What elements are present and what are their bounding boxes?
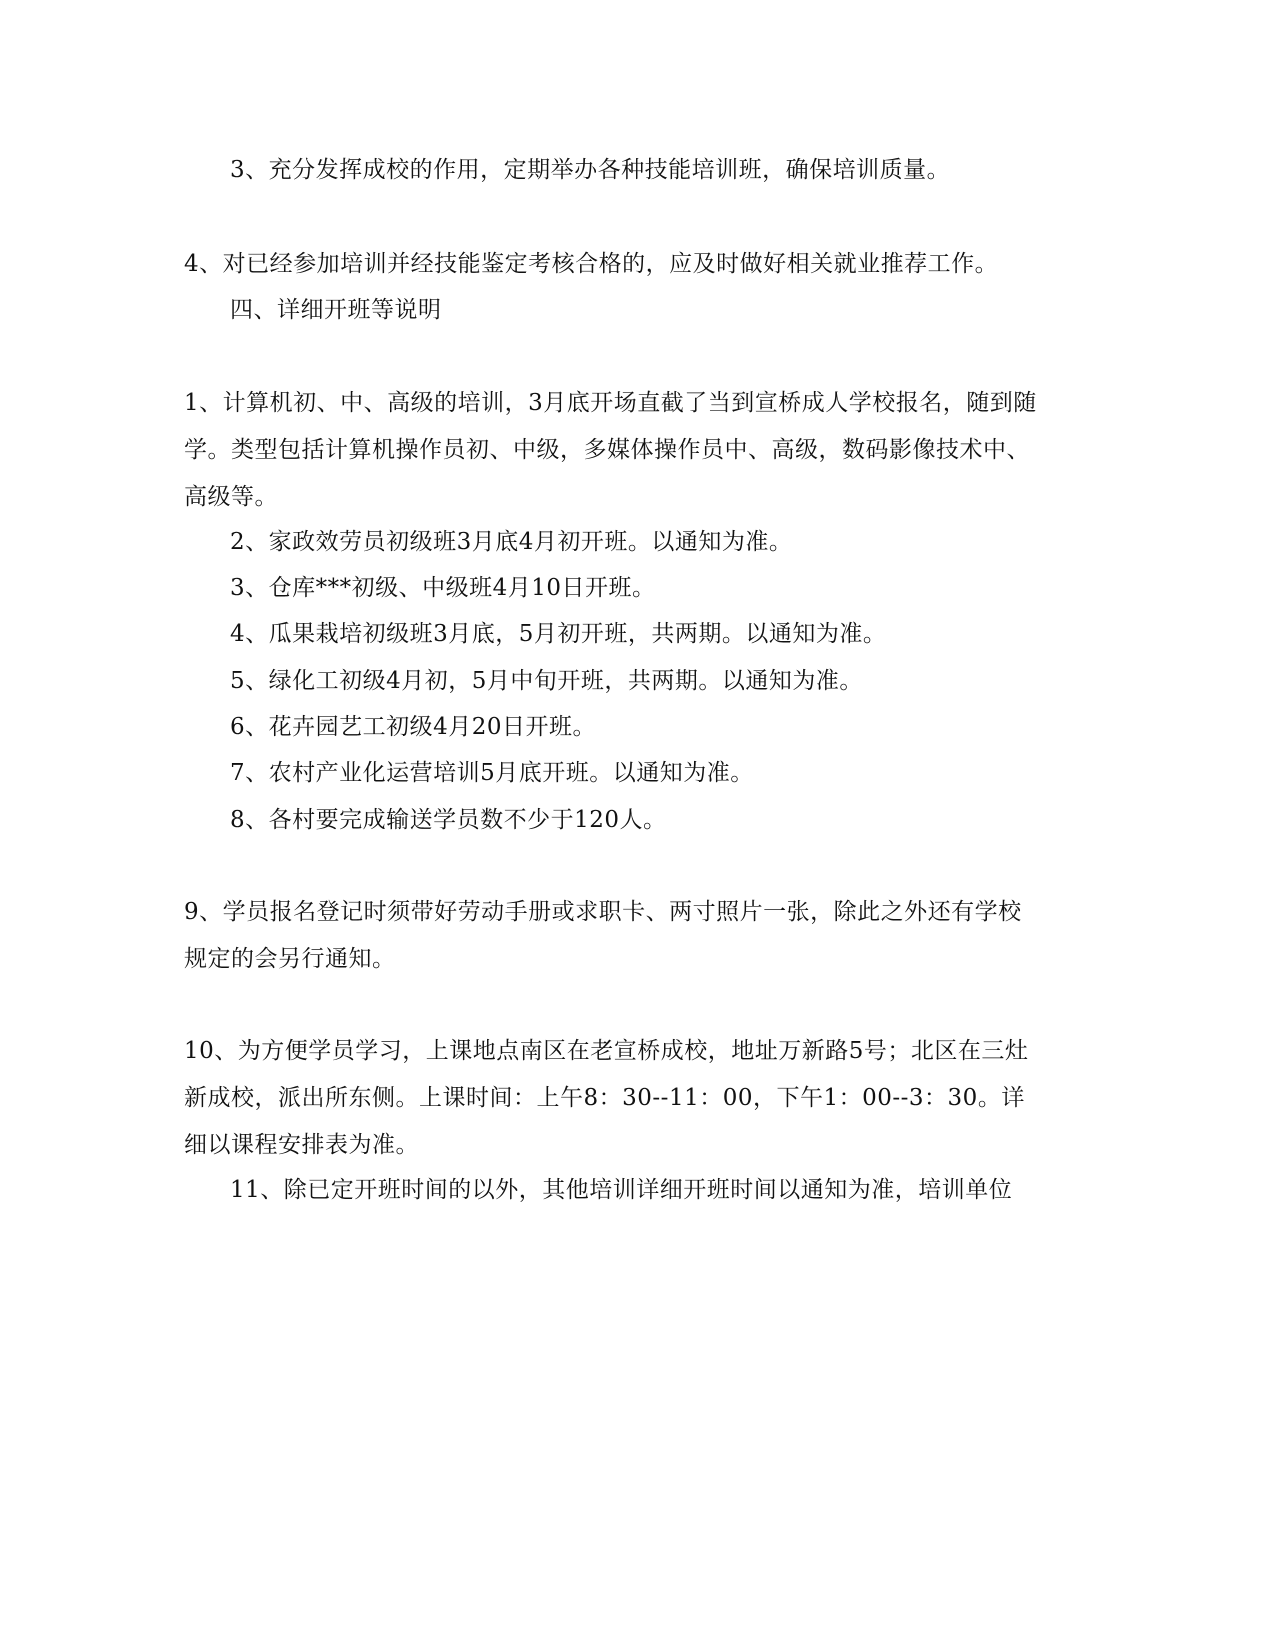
- paragraph-11-other-training-schedule: 11、除已定开班时间的以外，其他培训详细开班时间以通知为准，培训单位: [230, 1177, 1013, 1203]
- paragraph-9-registration-requirements: 9、学员报名登记时须带好劳动手册或求职卡、两寸照片一张，除此之外还有学校规定的会另行通知。: [184, 899, 1022, 972]
- paragraph-8-student-quota: 8、各村要完成输送学员数不少于120人。: [230, 807, 667, 833]
- paragraph-2-housekeeping-class: 2、家政效劳员初级班3月底4月初开班。以通知为准。: [230, 529, 793, 555]
- paragraph-10-class-location-time: 10、为方便学员学习，上课地点南区在老宣桥成校，地址万新路5号；北区在三灶新成校，派出所东侧。上课时间：上午8：30--11：00，下午1：00--3：30。详细以课程安排表为准。: [184, 1038, 1029, 1158]
- paragraph-7-rural-operation-training: 7、农村产业化运营培训5月底开班。以通知为准。: [230, 760, 754, 786]
- paragraph-4-employment-recommendation: 4、对已经参加培训并经技能鉴定考核合格的，应及时做好相关就业推荐工作。: [184, 251, 999, 277]
- paragraph-3-warehouse-class: 3、仓库***初级、中级班4月10日开班。: [230, 575, 656, 601]
- paragraph-3-training-quality: 3、充分发挥成校的作用，定期举办各种技能培训班，确保培训质量。: [230, 157, 951, 183]
- paragraph-1-computer-training: 1、计算机初、中、高级的培训，3月底开场直截了当到宣桥成人学校报名，随到随学。类型包括计算机操作员初、中级，多媒体操作员中、高级，数码影像技术中、高级等。: [184, 390, 1037, 510]
- paragraph-6-horticulture-class: 6、花卉园艺工初级4月20日开班。: [230, 714, 597, 740]
- paragraph-5-greening-class: 5、绿化工初级4月初，5月中旬开班，共两期。以通知为准。: [230, 668, 863, 694]
- paragraph-4-fruit-cultivation-class: 4、瓜果栽培初级班3月底，5月初开班，共两期。以通知为准。: [230, 621, 887, 647]
- section-heading-class-details: 四、详细开班等说明: [230, 297, 442, 323]
